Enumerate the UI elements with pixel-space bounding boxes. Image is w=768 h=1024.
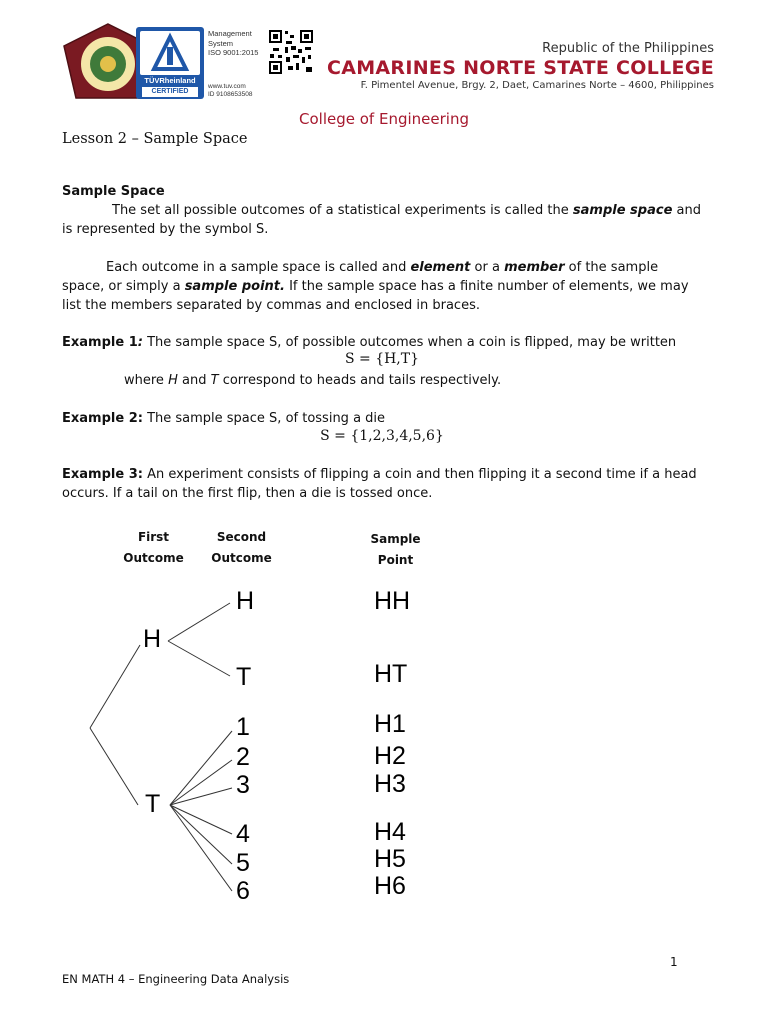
tuv-certified-label: CERTIFIED [142, 87, 198, 97]
cert-line: Management [208, 29, 252, 38]
tuv-brand: TÜVRheinland [144, 76, 196, 85]
note-t: T [210, 373, 219, 388]
example-1-math: S = {H,T} [344, 351, 420, 367]
cert-line: System [208, 38, 234, 48]
second-outcome: T [236, 663, 252, 691]
note-text: and [182, 373, 207, 388]
branch-t-3 [170, 788, 232, 805]
second-outcome: 1 [236, 713, 250, 741]
def-text: and is represented by the symbol S. [62, 203, 701, 237]
second-outcome: 4 [236, 820, 250, 848]
course-footer: EN MATH 4 – Engineering Data Analysis [62, 972, 290, 986]
note-h: H [168, 373, 178, 388]
term-member: member [504, 260, 565, 275]
branch-t-6 [170, 805, 232, 891]
lesson-title: Lesson 2 – Sample Space [62, 131, 248, 147]
header-line: Point [377, 553, 414, 567]
republic-label: Republic of the Philippines [542, 41, 714, 56]
branch-t-5 [170, 805, 232, 864]
sample-point: H2 [374, 742, 406, 770]
section-heading-text: Sample Space [62, 184, 165, 199]
def-term: sample space [572, 203, 673, 218]
term-element: element [410, 260, 471, 275]
header-line: Sample [370, 532, 421, 546]
example-label: Example 2: [62, 411, 143, 426]
sample-point: HH [374, 587, 411, 615]
department-title: College of Engineering [299, 110, 469, 128]
header-line: Outcome [123, 551, 184, 565]
branch-root-h [90, 645, 140, 728]
second-outcome: H [236, 587, 255, 615]
second-outcome: 3 [236, 771, 250, 799]
header-line: First [137, 530, 170, 544]
header-line: Outcome [211, 551, 272, 565]
branch-t-2 [170, 760, 232, 805]
p2-text: of the sample space, or simply a [62, 260, 659, 294]
term-sample-point: sample point. [184, 279, 285, 294]
sample-point: H4 [374, 818, 406, 846]
example-2-math: S = {1,2,3,4,5,6} [320, 428, 444, 444]
example-label: Example 1 [62, 335, 138, 350]
example-text: An experiment consists of flipping a coin and then flipping it a second time if a head occurs. If a tail on the first flip, then a die is tossed once. [62, 467, 697, 501]
branch-t-4 [170, 805, 232, 834]
example-text: The sample space S, of possible outcomes when a coin is flipped, may be written [147, 335, 677, 350]
sample-point: H5 [374, 845, 406, 873]
cert-line: ISO 9001:2015 [208, 48, 259, 57]
cert-id: ID 9108653508 [208, 91, 253, 98]
second-outcome: 2 [236, 743, 250, 771]
header-line: Second [216, 530, 267, 544]
branch-h-t [168, 641, 230, 676]
p2-text: Each outcome in a sample space is called and [106, 260, 407, 275]
sample-point: HT [374, 660, 408, 688]
college-name: CAMARINES NORTE STATE COLLEGE [326, 57, 714, 79]
branch-t-1 [170, 731, 232, 805]
second-outcome: 5 [236, 849, 250, 877]
college-address: F. Pimentel Avenue, Brgy. 2, Daet, Camarines Norte – 4600, Philippines [360, 80, 714, 91]
first-outcome-h: H [143, 625, 162, 653]
example-text: The sample space S, of tossing a die [147, 411, 386, 426]
sample-point: H6 [374, 872, 406, 900]
example-label-suffix: : [137, 335, 143, 350]
branch-h-h [168, 603, 230, 641]
cert-url: www.tuv.com [208, 83, 246, 90]
note-text: correspond to heads and tails respectively. [222, 373, 502, 388]
page-number: 1 [670, 955, 678, 969]
second-outcome: 6 [236, 877, 250, 905]
note-text: where [124, 373, 164, 388]
p2-text: If the sample space has a finite number of elements, we may list the members separated by commas and enclosed in braces. [62, 279, 689, 313]
def-text: The set all possible outcomes of a statistical experiments is called the [112, 203, 569, 218]
first-outcome-t: T [145, 790, 161, 818]
p2-text: or a [474, 260, 500, 275]
example-label: Example 3: [62, 467, 143, 482]
sample-point: H1 [374, 710, 406, 738]
sample-point: H3 [374, 770, 406, 798]
branch-root-t [90, 728, 138, 805]
